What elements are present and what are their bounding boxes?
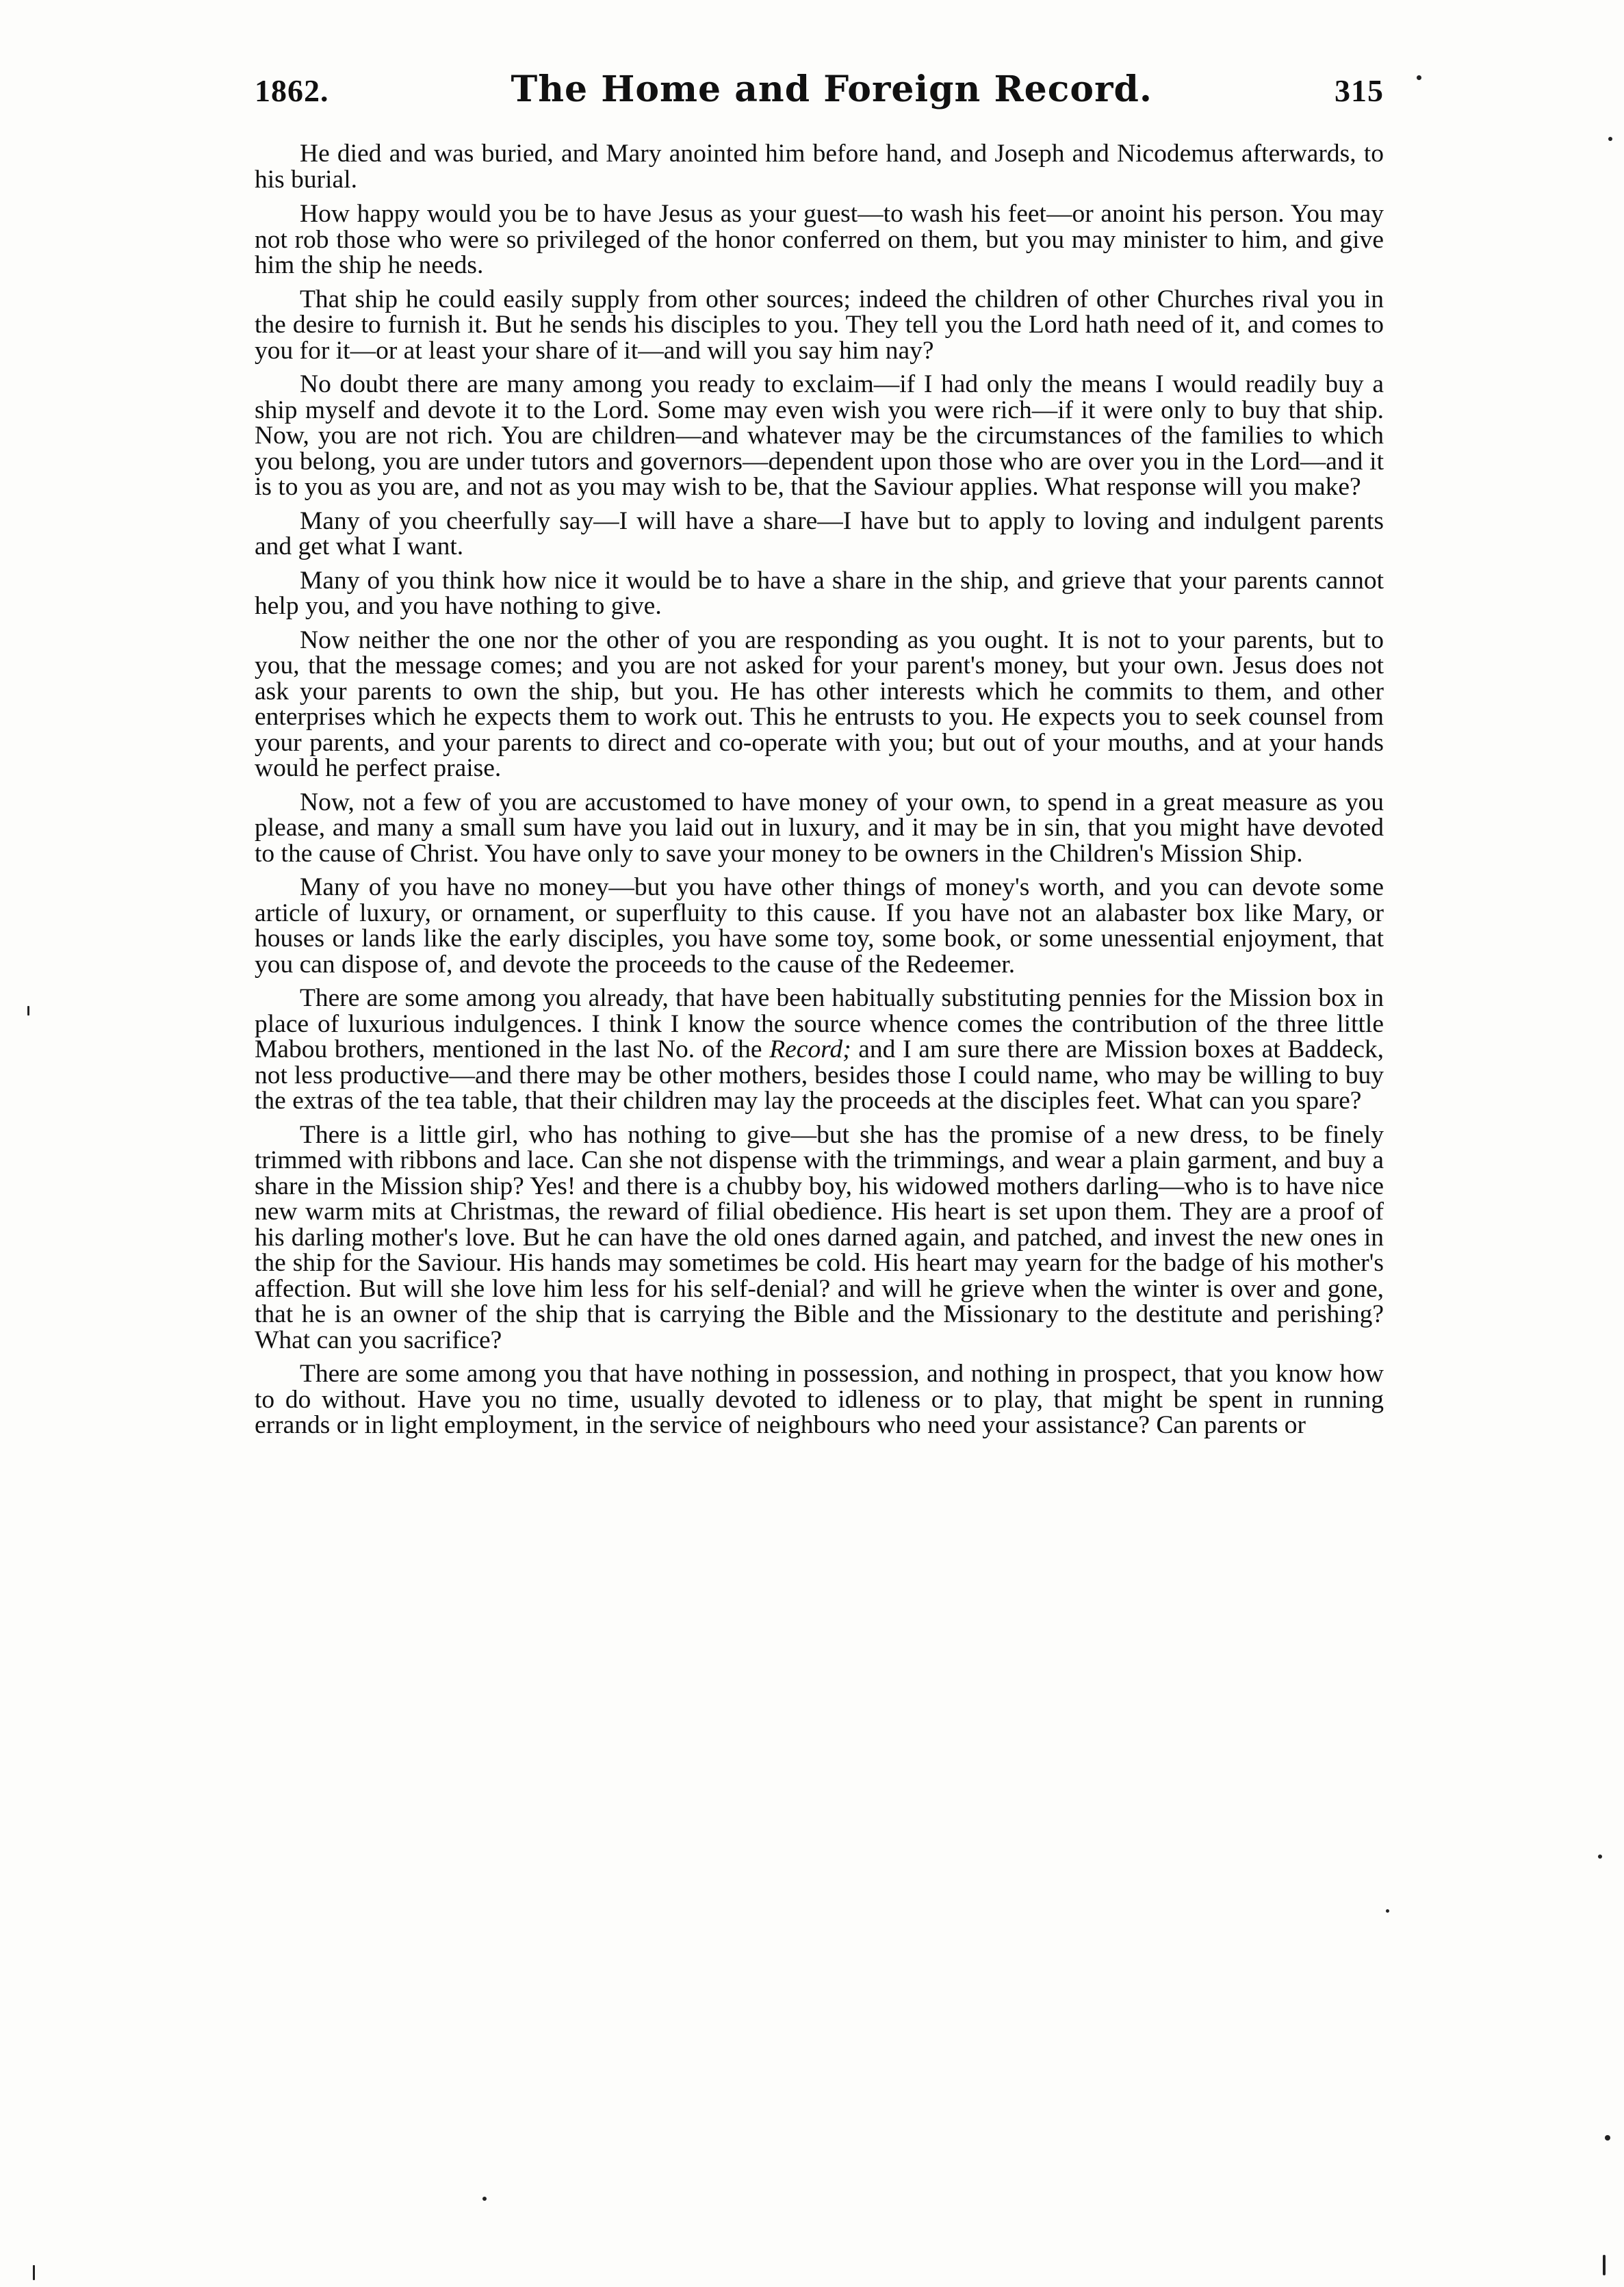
paragraph <box>255 985 1384 1114</box>
record-italic: Record; <box>769 1035 851 1063</box>
paragraph: Many of you have no money—but you have other things of money's worth, and you can devote some article of luxury, or ornament, or superfluity to this cause. If you have not an alabaster box like Mary, or houses or lands like the early disciples, you have some toy, some book, or some unessential enjoyment, that you can dispose of, and devote the proceeds to the cause of the Redeemer. <box>255 873 1384 979</box>
paragraph: There is a little girl, who has nothing to give—but she has the promise of a new dress, to be finely trimmed with ribbons and lace. Can she not dispense with the trimmings, and wear a plain garment, and buy a share in the Mission ship? Yes! and there is a chubby boy, his widowed mothers darling—who is to have nice new warm mits at Christmas, the reward of filial obedience. His heart is set upon them. They are a proof of his darling mother's love. But he can have the old ones darned again, and patched, and invest the new ones in the ship for the Saviour. His hands may sometimes be cold. His heart may yearn for the badge of his mother's affection. But will she love him less for his self-denial? and will he grieve when the winter is over and gone, that he is an owner of the ship that is carrying the Bible and the Missionary to the destitute and perishing? What can you sacrifice? <box>255 1120 1384 1354</box>
header-year: 1862. <box>255 73 329 108</box>
paragraph: Now, not a few of you are accustomed to have money of your own, to spend in a great measure as you please, and many a small sum have you laid out in luxury, and it may be in sin, that you might have devoted to the cause of Christ. You have only to save your money to be owners in the Children's Mission Ship. <box>255 788 1384 868</box>
paragraph: He died and was buried, and Mary anointed him before hand, and Joseph and Nicodemus afterwards, to his burial. <box>255 140 1384 194</box>
journal-title: The Home and Foreign Record. <box>511 68 1152 110</box>
paragraph-text-tail: and I am sure there are Mission boxes at Baddeck, not less productive—and there may be other mothers, besides those I could name, who may be willing to buy the extras of the tea table, that their children may lay the proceeds at the disciples feet. What can you spare? <box>255 1035 1384 1115</box>
scan-speck <box>1605 2135 1610 2141</box>
article-body <box>255 141 1384 1447</box>
paragraph-text: There are some among you already, that have been habitually substituting pennies for the Mission box in place of luxurious indulgences. I think I know the source whence comes the contribution of the three little Mabou brothers, mentioned in the last No. of the <box>255 984 1384 1063</box>
scan-speck <box>1417 75 1421 80</box>
scan-speck <box>1608 137 1612 141</box>
paragraph: There are some among you that have nothing in possession, and nothing in prospect, that you know how to do without. Have you no time, usually devoted to idleness or to play, that might be spent in running errands or in light employment, in the service of neighbours who need your assistance? Can parents or <box>255 1360 1384 1439</box>
paragraph: How happy would you be to have Jesus as your guest—to wash his feet—or anoint his person. You may not rob those who were so privileged of the honor conferred on them, but you may minister to him, and give him the ship he needs. <box>255 200 1384 279</box>
page-number: 315 <box>1334 73 1384 108</box>
scan-speck <box>482 2197 487 2201</box>
scan-speck <box>33 2265 35 2280</box>
paragraph: That ship he could easily supply from other sources; indeed the children of other Churches rival you in the desire to furnish it. But he sends his disciples to you. They tell you the Lord hath need of it, and comes to you for it—or at least your share of it—and will you say him nay? <box>255 285 1384 365</box>
paragraph: Many of you think how nice it would be to have a share in the ship, and grieve that your parents cannot help you, and you have nothing to give. <box>255 566 1384 620</box>
scan-speck <box>1386 1909 1389 1913</box>
paragraph: Now neither the one nor the other of you are responding as you ought. It is not to your parents, but to you, that the message comes; and you are not asked for your parent's money, but your own. Jesus does not ask your parents to own the ship, but you. He has other interests which he commits to them, and other enterprises which he expects them to work out. This he entrusts to you. He expects you to seek counsel from your parents, and your parents to direct and co-operate with you; but out of your mouths, and at your hands would he perfect praise. <box>255 625 1384 782</box>
paragraph: No doubt there are many among you ready to exclaim—if I had only the means I would readily buy a ship myself and devote it to the Lord. Some may even wish you were rich—if it were only to buy that ship. Now, you are not rich. You are children—and whatever may be the circumstances of the families to which you belong, you are under tutors and governors—dependent upon those who are over you in the Lord—and it is to you as you are, and not as you may wish to be, that the Saviour applies. What response will you make? <box>255 370 1384 501</box>
running-head <box>255 68 1384 123</box>
paragraph: Many of you cheerfully say—I will have a share—I have but to apply to loving and indulgent parents and get what I want. <box>255 506 1384 560</box>
scan-speck <box>1598 1855 1602 1859</box>
scan-speck <box>1603 2255 1606 2275</box>
scan-speck <box>27 1006 29 1016</box>
